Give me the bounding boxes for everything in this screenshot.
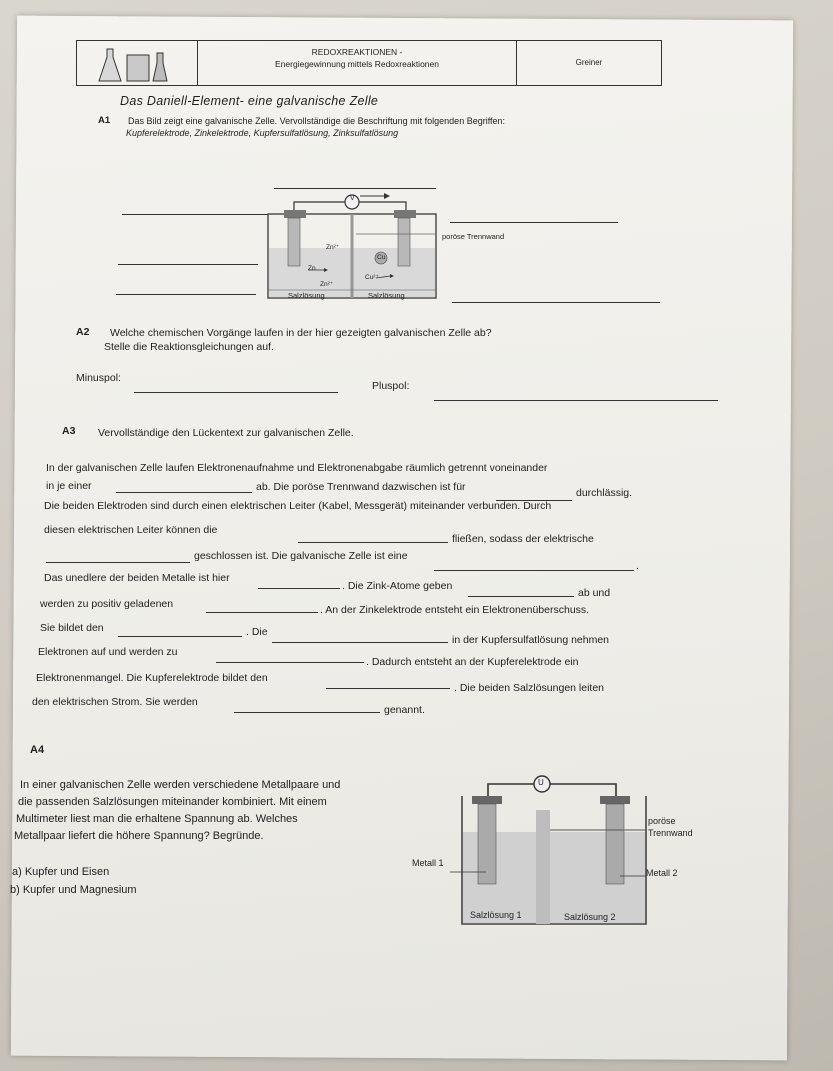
a3-text: Sie bildet den [40,622,104,634]
a2-plus-answer-line[interactable] [434,400,718,401]
a2-minus-answer-line[interactable] [134,392,338,393]
a1-answer-line-right-1[interactable] [450,222,618,223]
a3-text: fließen, sodass der elektrische [452,533,594,545]
a3-text: ab. Die poröse Trennwand dazwischen ist für [256,481,466,493]
solution-2-label: Salzlösung 2 [564,912,616,922]
metal-1-label: Metall 1 [412,858,444,868]
a3-text: . Die Zink-Atome geben [342,580,453,592]
a3-blank-1[interactable] [116,492,252,493]
a3-text: in der Kupfersulfatlösung nehmen [452,634,610,646]
a3-blank-3[interactable] [298,542,448,543]
a1-answer-line-left-2[interactable] [118,264,258,265]
a3-title: Vervollständige den Lückentext zur galvanischen Zelle. [98,427,354,439]
lab-glassware-logo [77,41,198,85]
a1-answer-line-left-1[interactable] [122,214,268,215]
a3-text: Elektronenmangel. Die Kupferelektrode bildet den [36,672,268,684]
a4-text-line: In einer galvanischen Zelle werden verschiedene Metallpaare und [20,779,341,791]
cu-atom: Cu [377,254,386,261]
a3-text: geschlossen ist. Die galvanische Zelle ist eine [194,550,408,562]
a2-instruction: Stelle die Reaktionsgleichungen auf. [104,341,274,353]
zn-atom: Zn [308,265,316,272]
a4-text-line: Metallpaar liefert die höhere Spannung? Begründe. [14,830,264,842]
a3-text: . Dadurch entsteht an der Kupferelektrode ein [366,656,579,668]
a1-label: A1 [98,115,111,126]
worksheet-header [76,40,662,86]
header-author: Greiner [575,58,603,67]
a1-terms: Kupferelektrode, Zinkelektrode, Kupfersulfatlösung, Zinksulfatlösung [126,128,399,138]
a3-text: in je einer [46,480,92,492]
a1-text: Das Bild zeigt eine galvanische Zelle. Vervollständige die Beschriftung mit folgenden Begriffen: [128,116,506,126]
membrane-label: poröse Trennwand [442,232,505,241]
a3-text: . Die [246,626,268,638]
a1-answer-line-top[interactable] [274,188,436,189]
a3-blank-13[interactable] [234,712,380,713]
a4-option-a: a) Kupfer und Eisen [12,866,110,878]
page-title: Das Daniell-Element- eine galvanische Zelle [120,94,379,108]
a3-text: durchlässig. [576,487,633,499]
a4-label: A4 [30,744,45,756]
header-subtitle: Energiegewinnung mittels Redoxreaktionen [275,59,439,69]
a1-answer-line-left-3[interactable] [116,294,256,295]
a2-label: A2 [76,326,90,338]
a3-text: werden zu positiv geladenen [40,598,174,610]
a3-blank-6[interactable] [258,588,340,589]
metal-2-label: Metall 2 [646,868,678,878]
daniell-cell-diagram [256,190,456,302]
a4-option-b: b) Kupfer und Magnesium [10,884,137,896]
zn2-ion-bottom: Zn²⁺ [320,281,334,288]
a3-text: . Die beiden Salzlösungen leiten [454,682,605,694]
header-title-cell [198,41,517,85]
a3-text: . An der Zinkelektrode entsteht ein Elektronenüberschuss. [320,604,590,616]
solution-1-label: Salzlösung 1 [470,910,522,920]
right-solution-label: Salzlösung [368,291,405,300]
a3-blank-9[interactable] [118,636,242,637]
a3-text: diesen elektrischen Leiter können die [44,524,218,536]
a3-blank-12[interactable] [326,688,450,689]
a4-text-line: Multimeter liest man die erhaltene Spannung ab. Welches [16,813,298,825]
meter-label: U [538,778,544,787]
a3-blank-7[interactable] [468,596,574,597]
a3-line-3: Die beiden Elektroden sind durch einen elektrischen Leiter (Kabel, Messgerät) miteinander verbunden. Durch [44,500,552,512]
header-title: REDOXREAKTIONEN - [311,47,403,57]
zn2-ion-top: Zn²⁺ [326,244,340,251]
a3-text: Elektronen auf und werden zu [38,646,178,658]
a3-line-1: In der galvanischen Zelle laufen Elektronenaufnahme und Elektronenabgabe räumlich getrennt voneinander [46,462,548,474]
a2-plus-label: Pluspol: [372,380,410,392]
a3-text: genannt. [384,704,425,716]
a1-answer-line-right-2[interactable] [452,302,660,303]
a3-text: ab und [578,587,611,599]
a3-blank-4[interactable] [46,562,190,563]
a3-blank-11[interactable] [216,662,364,663]
left-solution-label: Salzlösung [288,291,325,300]
a4-text-line: die passenden Salzlösungen miteinander kombiniert. Mit einem [18,796,327,808]
cu2-ion: Cu²⁺ [365,274,379,281]
a3-text: Das unedlere der beiden Metalle ist hier [44,572,230,584]
a4-membrane-label-2: Trennwand [648,828,693,838]
a4-membrane-label-1: poröse [648,816,676,826]
a3-text: . [636,560,639,572]
a3-blank-8[interactable] [206,612,318,613]
a2-question: Welche chemischen Vorgänge laufen in der hier gezeigten galvanischen Zelle ab? [110,327,492,339]
worksheet-page [11,16,793,1061]
a4-cell-diagram [450,770,656,930]
a3-blank-5[interactable] [434,570,634,571]
voltmeter-label: V [350,195,355,202]
a3-blank-10[interactable] [272,642,448,643]
a2-minus-label: Minuspol: [76,372,121,384]
a3-label: A3 [62,425,76,437]
a3-text: den elektrischen Strom. Sie werden [32,696,198,708]
